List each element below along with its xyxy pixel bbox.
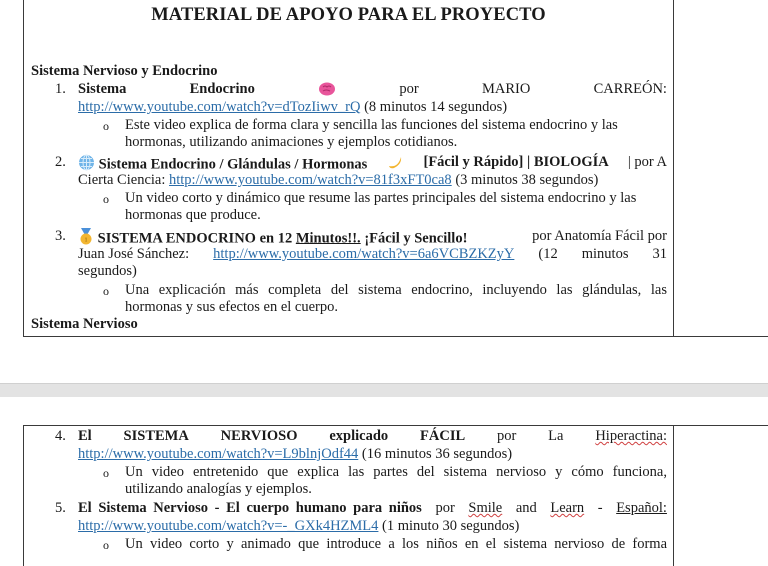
author-text: Hiperactina: (595, 428, 667, 444)
item-title-word: SISTEMA (123, 428, 189, 444)
author-text: Smile (468, 500, 503, 516)
item-description: Un video corto y dinámico que resume las partes principales del sistema endocrino y las (125, 190, 637, 206)
author-text: Español: (616, 500, 667, 516)
item-title: ¡Fácil y Sencillo! (364, 230, 468, 247)
item-title-line (78, 500, 667, 517)
author-text: - (597, 500, 603, 516)
duration-text: 31 (652, 246, 667, 262)
item-title-underlined: Minutos!!. (295, 230, 361, 247)
item-number: 3. (55, 228, 66, 244)
item-number: 2. (55, 154, 66, 170)
youtube-link[interactable]: http://www.youtube.com/watch?v=6a6VCBZKZyY (213, 246, 515, 262)
bullet-icon: o (103, 538, 109, 552)
author-text: MARIO (482, 81, 531, 97)
item-tag: [Fácil y Rápido] | BIOLOGÍA (423, 154, 609, 170)
item-title: SISTEMA ENDOCRINO en 12 (97, 230, 293, 247)
page-break (0, 383, 768, 398)
section-heading-nervioso: Sistema Nervioso (31, 316, 138, 332)
item-link-line (78, 446, 512, 463)
item-description: hormonas que produce. (125, 207, 261, 223)
por-text: por (435, 500, 455, 516)
bullet-icon: o (103, 284, 109, 298)
item-title-word: FÁCIL (420, 428, 466, 444)
content-table-2 (23, 425, 768, 566)
item-title-word: Endocrino (189, 81, 255, 97)
item-link-line (78, 172, 598, 189)
youtube-link[interactable]: http://www.youtube.com/watch?v=-_GXk4HZML4 (78, 518, 379, 534)
item-description: Un video corto y animado que introduce a los niños en el sistema nervioso de forma (125, 536, 667, 552)
author-text: CARREÓN: (593, 81, 667, 97)
table-column-divider (673, 0, 674, 336)
bullet-icon: o (103, 192, 109, 206)
content-table-1 (23, 0, 768, 337)
item-title-word: El (78, 428, 92, 444)
item-link-line (78, 99, 507, 116)
item-description: hormonas, utilizando animaciones y ejemplos cotidianos. (125, 134, 458, 150)
item-description: Este video explica de forma clara y sencilla las funciones del sistema endocrino y las (125, 117, 618, 133)
duration-text: (12 (538, 246, 558, 262)
author-text: | por A (627, 154, 667, 170)
author-text: Juan José Sánchez: (78, 246, 190, 262)
youtube-link[interactable]: http://www.youtube.com/watch?v=dTozIiwv_rQ (78, 99, 361, 115)
section-heading-nervioso-endocrino: Sistema Nervioso y Endocrino (31, 63, 218, 79)
por-text: por (496, 428, 517, 444)
por-text: por (399, 81, 419, 97)
document-page-2 (0, 397, 768, 552)
item-link-line (78, 246, 667, 263)
document-title: MATERIAL DE APOYO PARA EL PROYECTO (151, 5, 546, 25)
item-description: Un video entretenido que explica las partes del sistema nervioso y cómo funciona, (125, 464, 667, 480)
item-title: Sistema Endocrino / Glándulas / Hormonas (98, 156, 368, 173)
item-title-word: explicado (329, 428, 389, 444)
item-number: 5. (55, 500, 66, 516)
item-title-word: Sistema (78, 81, 127, 97)
duration-text: (3 minutos 38 segundos) (455, 172, 599, 188)
author-text: La (548, 428, 564, 444)
bullet-icon: o (103, 119, 109, 133)
item-title-line (78, 428, 667, 445)
item-number: 1. (55, 81, 66, 97)
author-text: por Anatomía Fácil por (532, 228, 667, 244)
duration-text: minutos (581, 246, 629, 262)
author-text: and (515, 500, 537, 516)
author-text: Cierta Ciencia: (78, 172, 166, 188)
item-description: Una explicación más completa del sistema endocrino, incluyendo las glándulas, las (125, 282, 667, 298)
item-number: 4. (55, 428, 66, 444)
duration-text: (1 minuto 30 segundos) (382, 518, 520, 534)
item-link-line (78, 518, 519, 535)
item-description: hormonas y sus efectos en el cuerpo. (125, 299, 339, 315)
youtube-link[interactable]: http://www.youtube.com/watch?v=L9blnjOdf44 (78, 446, 359, 462)
item-title: El Sistema Nervioso - El cuerpo humano para niños (78, 500, 422, 516)
duration-text: segundos) (78, 263, 137, 279)
bullet-icon: o (103, 466, 109, 480)
duration-text: (16 minutos 36 segundos) (361, 446, 513, 462)
item-description: utilizando analogías y ejemplos. (125, 481, 312, 497)
duration-text: (8 minutos 14 segundos) (364, 99, 508, 115)
svg-text:1: 1 (84, 237, 88, 244)
item-title-word: NERVIOSO (220, 428, 298, 444)
author-text: Learn (550, 500, 585, 516)
table-column-divider (673, 426, 674, 566)
youtube-link[interactable]: http://www.youtube.com/watch?v=81f3xFT0ca8 (169, 172, 452, 188)
